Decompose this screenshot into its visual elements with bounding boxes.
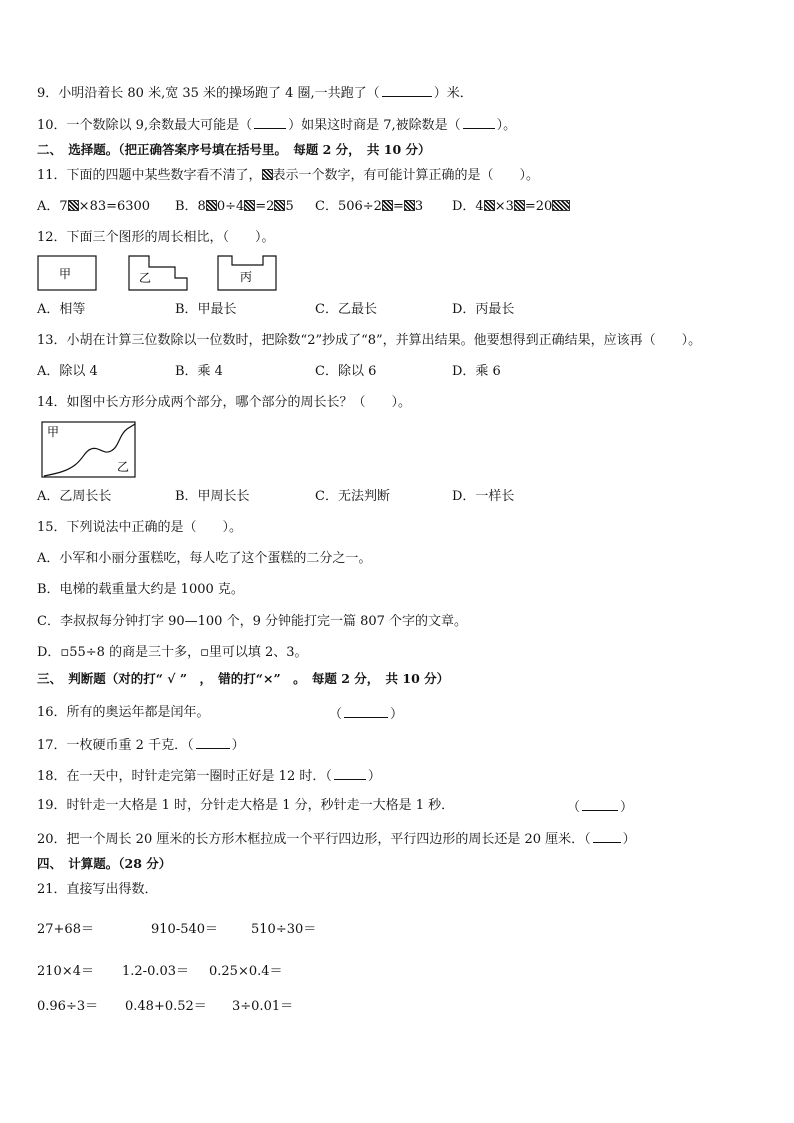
answer-blank[interactable] <box>463 116 495 129</box>
section-2-heading: 二、 选择题。（把正确答案序号填在括号里。 每题 2 分， 共 10 分） <box>37 142 431 157</box>
calc-item[interactable]: 3÷0.01＝ <box>232 999 294 1014</box>
answer-blank[interactable] <box>344 705 388 718</box>
q15-option-d[interactable]: D．▫55÷8 的商是三十多，▫里可以填 2、3。 <box>37 645 308 660</box>
answer-blank[interactable] <box>593 830 621 843</box>
obscured-digit-icon <box>552 200 570 211</box>
q14-option-c[interactable]: C．无法判断 <box>315 489 390 504</box>
q15-option-c[interactable]: C．李叔叔每分钟打字 90—100 个，9 分钟能打完一篇 807 个字的文章。 <box>37 614 468 629</box>
q14-option-b[interactable]: B．甲周长长 <box>175 489 250 504</box>
q15-option-b[interactable]: B．电梯的载重量大约是 1000 克。 <box>37 582 244 597</box>
obscured-digit-icon <box>206 200 217 211</box>
answer-blank[interactable] <box>382 84 432 97</box>
figure-yi-label: 乙 <box>117 460 130 474</box>
calc-item[interactable]: 27+68＝ <box>37 922 94 937</box>
obscured-digit-icon <box>244 200 255 211</box>
obscured-digit-icon <box>274 200 285 211</box>
obscured-digit-icon <box>404 200 415 211</box>
q14-option-d[interactable]: D．一样长 <box>452 489 515 504</box>
question-15: 15．下列说法中正确的是（ ）。 <box>37 520 243 535</box>
answer-blank[interactable] <box>582 798 618 811</box>
question-21: 21．直接写出得数． <box>37 882 158 897</box>
section-3-heading: 三、 判断题（对的打“ √ ” ， 错的打“×” 。 每题 2 分， 共 10 分） <box>37 671 450 686</box>
question-11: 11．下面的四题中某些数字看不清了， 表示一个数字，有可能计算正确的是（ ）。 <box>37 168 540 183</box>
calc-item[interactable]: 1.2-0.03＝ <box>122 964 190 979</box>
q11-option-a[interactable]: A．7 ×83=6300 <box>37 199 151 214</box>
q13-option-b[interactable]: B．乘 4 <box>175 364 223 379</box>
q13-option-d[interactable]: D．乘 6 <box>452 364 501 379</box>
q14-option-a[interactable]: A．乙周长长 <box>37 489 112 504</box>
q16-answer: （ ） <box>329 707 404 722</box>
answer-blank[interactable] <box>196 736 230 749</box>
q12-option-d[interactable]: D．丙最长 <box>452 302 515 317</box>
q19-answer: （ ） <box>567 800 634 815</box>
question-13: 13．小胡在计算三位数除以一位数时，把除数“2”抄成了“8”，并算出结果。他要想得到正确结果，应该再（ ）。 <box>37 333 702 348</box>
q13-option-a[interactable]: A．除以 4 <box>37 364 98 379</box>
obscured-digit-icon <box>382 200 393 211</box>
q12-option-b[interactable]: B．甲最长 <box>175 302 237 317</box>
obscured-digit-icon <box>484 200 495 211</box>
q11-option-c[interactable]: C．506÷2 = 3 <box>315 199 424 214</box>
q12-figures <box>37 254 282 294</box>
figure-yi-label: 乙 <box>139 271 152 285</box>
calc-item[interactable]: 0.25×0.4＝ <box>209 964 283 979</box>
calc-item[interactable]: 0.96÷3＝ <box>37 999 99 1014</box>
calc-item[interactable]: 210×4＝ <box>37 964 94 979</box>
question-10: 10．一个数除以 9,余数最大可能是（ ）如果这时商是 7,被除数是（ ）。 <box>37 118 517 133</box>
calc-item[interactable]: 510÷30＝ <box>251 922 317 937</box>
answer-blank[interactable] <box>334 767 366 780</box>
q15-option-a[interactable]: A．小军和小丽分蛋糕吃，每人吃了这个蛋糕的二分之一。 <box>37 551 372 566</box>
obscured-digit-icon <box>514 200 525 211</box>
question-9: 9．小明沿着长 80 米,宽 35 米的操场跑了 4 圈,一共跑了（ ）米． <box>37 86 473 101</box>
figure-yi <box>129 256 187 290</box>
figure-jia-label: 甲 <box>59 267 72 281</box>
calc-item[interactable]: 910-540＝ <box>151 922 219 937</box>
q13-option-c[interactable]: C．除以 6 <box>315 364 377 379</box>
question-17: 17．一枚硬币重 2 千克．（ ） <box>37 738 245 753</box>
figure-jia-label: 甲 <box>47 425 60 439</box>
section-4-heading: 四、 计算题。（28 分） <box>37 856 172 871</box>
question-16: 16．所有的奥运年都是闰年。 <box>37 705 210 720</box>
q12-option-c[interactable]: C．乙最长 <box>315 302 377 317</box>
q14-figure <box>41 421 137 479</box>
answer-blank[interactable] <box>254 116 286 129</box>
obscured-digit-icon <box>262 169 273 180</box>
question-12: 12．下面三个图形的周长相比，（ ）。 <box>37 230 275 245</box>
question-20: 20．把一个周长 20 厘米的长方形木框拉成一个平行四边形，平行四边形的周长还是 20 厘米．（ ） <box>37 832 636 847</box>
q12-option-a[interactable]: A．相等 <box>37 302 86 317</box>
figure-bing-label: 丙 <box>240 270 253 284</box>
calc-item[interactable]: 0.48+0.52＝ <box>125 999 207 1014</box>
q11-option-b[interactable]: B．8 0÷4 =2 5 <box>175 199 294 214</box>
q11-option-d[interactable]: D．4 ×3 =20 <box>452 199 570 215</box>
obscured-digit-icon <box>68 200 79 211</box>
question-18: 18．在一天中，时针走完第一圈时正好是 12 时．（ ） <box>37 769 381 784</box>
question-14: 14．如图中长方形分成两个部分，哪个部分的周长长？（ ）。 <box>37 395 412 410</box>
question-19: 19．时针走一大格是 1 时，分针走大格是 1 分，秒针走一大格是 1 秒． <box>37 798 455 813</box>
